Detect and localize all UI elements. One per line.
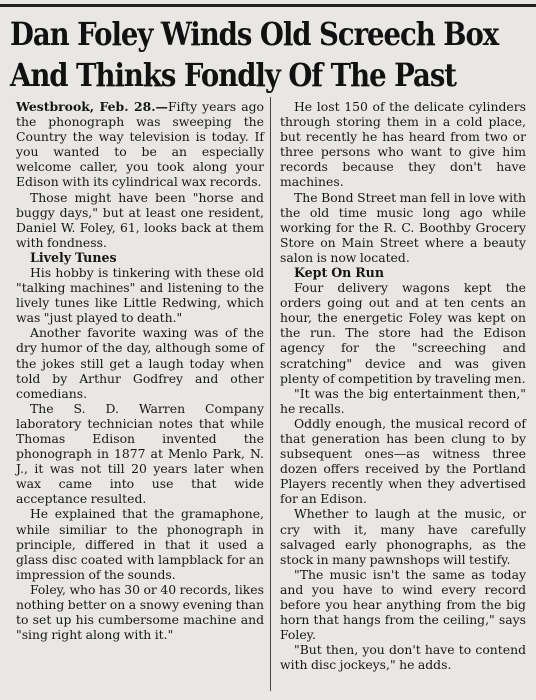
headline-line-2: And Thinks Fondly Of The Past bbox=[10, 56, 456, 94]
headline bbox=[10, 14, 526, 96]
lead-paragraph bbox=[16, 99, 264, 190]
paragraph: Whether to laugh at the music, or cry with it, many have carefully salvaged early phonographs, as the stock in many pawnshops will testify. bbox=[280, 506, 526, 567]
paragraph: The S. D. Warren Company laboratory technician notes that while Thomas Edison invented the phonograph in 1877 at Menlo Park, N. J., it was not till 20 years later when wax came into use that wide acceptance resulted. bbox=[16, 400, 264, 507]
lead-text: Fifty years ago the phonograph was sweeping the Country the way television is today. If you wanted to be an especially welcome caller, you took along your Edison with its cylindrical wax records. bbox=[16, 99, 264, 190]
paragraph: He explained that the gramaphone, while similiar to the phonograph in principle, differed in that it used a glass disc coated with lampblack for an impression of the sounds. bbox=[16, 506, 264, 582]
paragraph: He lost 150 of the delicate cylinders through storing them in a cold place, but recently he has heard from two or three persons who want to give him records because they don't have machines. bbox=[280, 99, 526, 190]
paragraph: Four delivery wagons kept the orders going out and at ten cents an hour, the energetic Foley was kept on the run. The store had the Edison agency for the "screeching and scratching" device and was given plenty of competition by traveling men. bbox=[280, 280, 526, 386]
paragraph: "The music isn't the same as today and you have to wind every record before you hear anything from the big horn that hangs from the ceiling," says Foley. bbox=[280, 566, 526, 643]
paragraph: Another favorite waxing was of the dry humor of the day, although some of the jokes still get a laugh today when told by Arthur Godfrey and other comedians. bbox=[16, 325, 264, 401]
dateline: Westbrook, Feb. 28.— bbox=[16, 99, 168, 114]
paragraph: Oddly enough, the musical record of that generation has been clung to by subsequent ones—as witness three dozen offers received by the Portland Players recently when they advertised for an Edison. bbox=[280, 415, 526, 507]
paragraph: The Bond Street man fell in love with the old time music long ago while working for the R. C. Boothby Grocery Store on Main Street where a beauty salon is now located. bbox=[280, 189, 526, 265]
left-column bbox=[16, 99, 264, 642]
paragraph: "It was the big entertainment then," he recalls. bbox=[280, 385, 526, 416]
top-rule bbox=[0, 4, 536, 7]
paragraph: His hobby is tinkering with these old "talking machines" and listening to the lively tunes like Little Redwing, which was "just played to death." bbox=[16, 264, 264, 326]
column-divider bbox=[270, 97, 271, 691]
paragraph: "But then, you don't have to contend with disc jockeys," he adds. bbox=[280, 642, 526, 673]
subhead-kept-on-run: Kept On Run bbox=[294, 265, 384, 281]
subhead-lively-tunes: Lively Tunes bbox=[30, 249, 117, 265]
paragraph: Those might have been "horse and buggy days," but at least one resident, Daniel W. Foley, 61, looks back at them with fondness. bbox=[16, 189, 264, 250]
paragraph: Foley, who has 30 or 40 records, likes nothing better on a snowy evening than to set up his cumbersome machine and "sing right along with it." bbox=[16, 581, 264, 643]
headline-line-1: Dan Foley Winds Old Screech Box bbox=[10, 15, 499, 53]
right-column bbox=[280, 99, 526, 672]
